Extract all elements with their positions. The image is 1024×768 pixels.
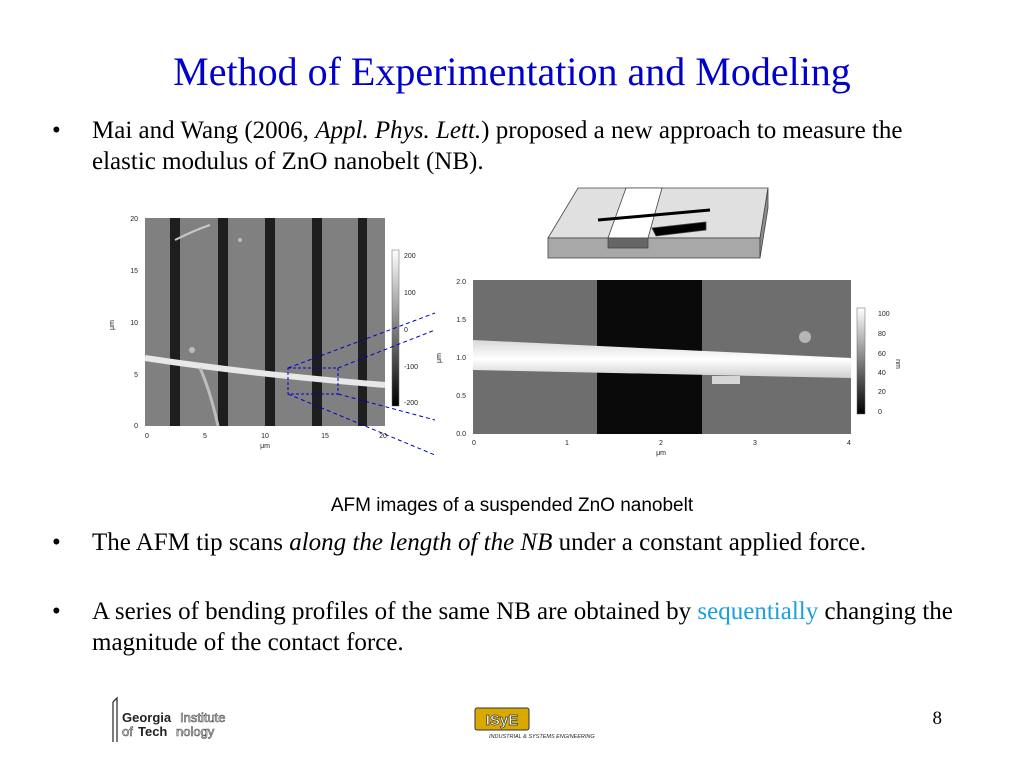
colorbar-tick: -200 — [404, 400, 419, 407]
tick-label: 2 — [659, 440, 663, 447]
axis-unit: μm — [436, 353, 443, 363]
bullet-2-seg-1: The AFM tip scans — [92, 529, 290, 556]
colorbar-tick: 60 — [878, 351, 886, 358]
tick-label: 20 — [130, 216, 138, 223]
tick-label: 0.5 — [456, 393, 466, 400]
left-y-axis — [109, 216, 138, 430]
colorbar-gradient — [857, 308, 865, 414]
trench — [265, 218, 275, 426]
colorbar-tick: 200 — [404, 253, 416, 260]
bullet-2-emphasis: along the length of the NB — [289, 529, 553, 556]
trench — [312, 218, 322, 426]
tick-label: 4 — [847, 440, 851, 447]
tick-label: 5 — [134, 372, 138, 379]
isye-logo-mark: ISyE — [485, 712, 519, 729]
tick-label: 1 — [565, 440, 569, 447]
particle — [238, 238, 242, 242]
colorbar-unit: nm — [894, 359, 901, 369]
bullet-marker: • — [52, 117, 61, 144]
gt-word-tech: Tech — [138, 724, 168, 739]
tick-label: 20 — [379, 433, 387, 440]
bullet-text — [92, 596, 972, 658]
page-number: 8 — [932, 708, 942, 729]
colorbar-tick: 80 — [878, 331, 886, 338]
tick-label: 0 — [134, 423, 138, 430]
left-x-axis — [145, 433, 387, 450]
trench — [170, 218, 180, 426]
afm-figure — [100, 180, 900, 470]
particle — [799, 331, 811, 343]
tick-label: 5 — [203, 433, 207, 440]
tick-label: 1.5 — [456, 317, 466, 324]
afm-image-left — [145, 218, 385, 426]
trench — [358, 218, 367, 426]
belt-step — [712, 376, 740, 384]
trench — [218, 218, 228, 426]
isye-logo — [475, 706, 605, 740]
bullet-1-journal: Appl. Phys. Lett. — [315, 117, 482, 144]
bullet-text — [92, 115, 972, 177]
schematic-front — [548, 238, 760, 258]
schematic-trench-wall — [608, 238, 648, 248]
right-colorbar — [857, 308, 901, 416]
isye-logo-text: INDUSTRIAL & SYSTEMS ENGINEERING — [489, 734, 595, 740]
bullet-text — [92, 527, 972, 558]
gt-word-of: of — [122, 724, 133, 739]
colorbar-tick: 100 — [878, 311, 890, 318]
particle — [189, 347, 195, 353]
tick-label: 1.0 — [456, 355, 466, 362]
left-colorbar — [392, 250, 418, 407]
colorbar-tick: -100 — [404, 364, 419, 371]
tick-label: 3 — [753, 440, 757, 447]
georgia-tech-logo — [110, 698, 270, 746]
bullet-1-seg-3: ) proposed a new approach to measure the elastic modulus of ZnO nanobelt (NB). — [92, 117, 903, 175]
gt-word-nology: nology — [176, 724, 215, 739]
bullet-1-seg-1: Mai and Wang (2006, — [92, 117, 316, 144]
bullet-2-seg-3: under a constant applied force. — [552, 529, 867, 556]
gt-word-georgia: Georgia — [122, 710, 172, 725]
bullet-marker: • — [52, 529, 61, 556]
axis-unit: μm — [656, 450, 666, 457]
colorbar-tick: 40 — [878, 370, 886, 377]
tick-label: 15 — [321, 433, 329, 440]
colorbar-tick: 0 — [404, 327, 408, 334]
tick-label: 0.0 — [456, 431, 466, 438]
colorbar-tick: 0 — [878, 409, 882, 416]
tick-label: 2.0 — [456, 279, 466, 286]
axis-unit: μm — [260, 443, 270, 450]
tick-label: 0 — [145, 433, 149, 440]
tick-label: 10 — [261, 433, 269, 440]
gt-word-institute: Institute — [180, 710, 226, 725]
bullet-3-highlight: sequentially — [697, 598, 819, 625]
gt-tower-icon — [113, 698, 117, 742]
figure-caption: AFM images of a suspended ZnO nanobelt — [330, 495, 694, 516]
tick-label: 10 — [130, 320, 138, 327]
colorbar-tick: 20 — [878, 389, 886, 396]
bullet-3-seg-1: A series of bending profiles of the same NB are obtained by — [92, 598, 698, 625]
tick-label: 15 — [130, 268, 138, 275]
bullet-3-seg-3: changing the magnitude of the contact force. — [92, 598, 953, 656]
right-y-axis — [436, 279, 466, 438]
bullet-marker: • — [52, 598, 61, 625]
slide-title: Method of Experimentation and Modeling — [173, 49, 851, 94]
bullet-3 — [52, 596, 972, 658]
afm-image-right — [473, 280, 851, 434]
colorbar-tick: 100 — [404, 290, 416, 297]
axis-unit: μm — [109, 320, 116, 330]
bullet-2 — [52, 527, 972, 558]
right-x-axis — [472, 440, 851, 457]
bullet-1 — [52, 115, 972, 177]
schematic-3d — [548, 188, 768, 258]
tick-label: 0 — [472, 440, 476, 447]
